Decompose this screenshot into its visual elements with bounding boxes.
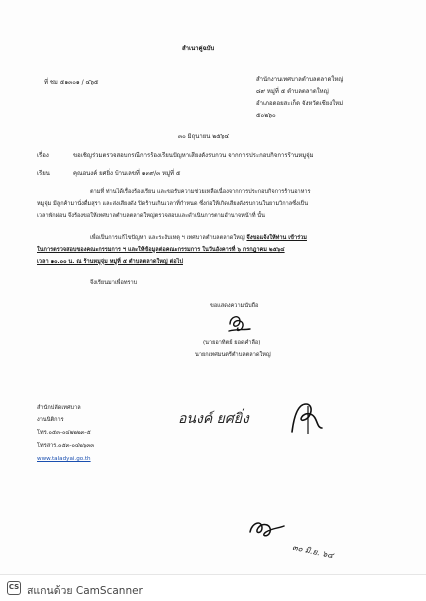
contact-section: งานนิติการ — [37, 417, 64, 423]
camscanner-logo-icon: CS — [7, 581, 21, 595]
contact-phone: โทร.๐๕๓-๐๔๒๒๒๓-๕ — [37, 430, 91, 436]
scanner-footer — [0, 574, 426, 601]
body-paragraph-2-line-1 — [90, 236, 307, 242]
body-paragraph-2-line-3: เวลา ๑๐.๐๐ น. ณ ร้านหมูจุ่ม หมู่ที่ ๕ ตำบลตลาดใหญ่ ต่อไป — [37, 259, 183, 265]
handwritten-receiver-name: อนงค์ ยศยิ่ง — [178, 411, 249, 427]
sender-line-3: อำเภอดอยสะเก็ด จังหวัดเชียงใหม่ — [256, 100, 344, 107]
signature-closing: ขอแสดงความนับถือ — [210, 303, 259, 309]
sender-line-4: ๕๐๒๖๐ — [256, 112, 276, 119]
body-paragraph-2-plain: เพื่อเป็นการแก้ไขปัญหา และระงับเหตุ ฯ เทศบาลตำบลตลาดใหญ่ — [90, 235, 245, 241]
copy-label: สำเนาคู่ฉบับ — [182, 45, 215, 52]
bottom-signature-mark — [246, 516, 288, 542]
handwritten-date: ๓๐ มิ.ย. ๖๔ — [291, 542, 335, 561]
contact-office: สำนักปลัดเทศบาล — [37, 405, 81, 411]
subject-text: ขอเชิญร่วมตรวจสอบกรณีการร้องเรียนปัญหาเสียงดังรบกวน จากการประกอบกิจการร้านหมูจุ่ม — [73, 152, 314, 159]
body-paragraph-1-line-3: เวลาพักผ่อน จึงร้องขอให้เทศบาลตำบลตลาดใหญ่ตรวจสอบและดำเนินการตามอำนาจหน้าที่ นั้น — [37, 213, 265, 219]
recipient-label: เรียน — [37, 170, 50, 177]
document-date: ๓๐ มิถุนายน ๒๕๖๔ — [178, 133, 230, 140]
signatory-position: นายกเทศมนตรีตำบลตลาดใหญ่ — [195, 352, 271, 358]
camscanner-label: สแกนด้วย CamScanner — [27, 585, 143, 597]
signatory-name: (นายอาทิตย์ ยอดคำลือ) — [203, 340, 261, 346]
contact-website-link[interactable]: www.taladyai.go.th — [37, 456, 91, 462]
sender-line-2: ๘๙ หมู่ที่ ๕ ตำบลตลาดใหญ่ — [256, 88, 329, 95]
recipient-text: คุณอนงค์ ยศยิ่ง บ้านเลขที่ ๑๓๙/๓ หมู่ที่ ๕ — [73, 170, 181, 177]
document-number: ที่ ชม ๕๑๓๐๑ / ๔๖๕ — [44, 79, 99, 86]
signature-mark — [226, 312, 252, 334]
body-paragraph-1-line-2: หมูจุ่ม มีลูกค้ามานั่งดื่มสุรา และส่งเสียงดัง ปิดร้านเกินเวลาที่กำหนด ซึ่งก่อให้เกิดเสียงดังรบกวนในยามวิกาลซึ่งเป็น — [37, 201, 309, 207]
subject-label: เรื่อง — [37, 152, 49, 159]
body-paragraph-1-line-1: ตามที่ ท่านได้เรื่องร้องเรียน และขอรับความช่วยเหลือเนื่องจากการประกอบกิจการร้านอาหาร — [90, 189, 311, 195]
body-paragraph-2-line-2: ในการตรวจสอบของคณะกรรมการ ฯ และให้ข้อมูลต่อคณะกรรมการ ในวันอังคารที่ ๖ กรกฎาคม ๒๕๖๔ — [37, 247, 285, 253]
body-paragraph-2-emphasis: จึงขอแจ้งให้ท่าน เข้าร่วม — [246, 235, 307, 241]
receiver-signature-mark — [286, 398, 330, 438]
sender-line-1: สำนักงานเทศบาลตำบลตลาดใหญ่ — [256, 76, 344, 83]
contact-fax: โทรสาร.๐๕๓-๐๔๒๖๓๓ — [37, 443, 95, 449]
closing-sentence: จึงเรียนมาเพื่อทราบ — [90, 280, 138, 286]
